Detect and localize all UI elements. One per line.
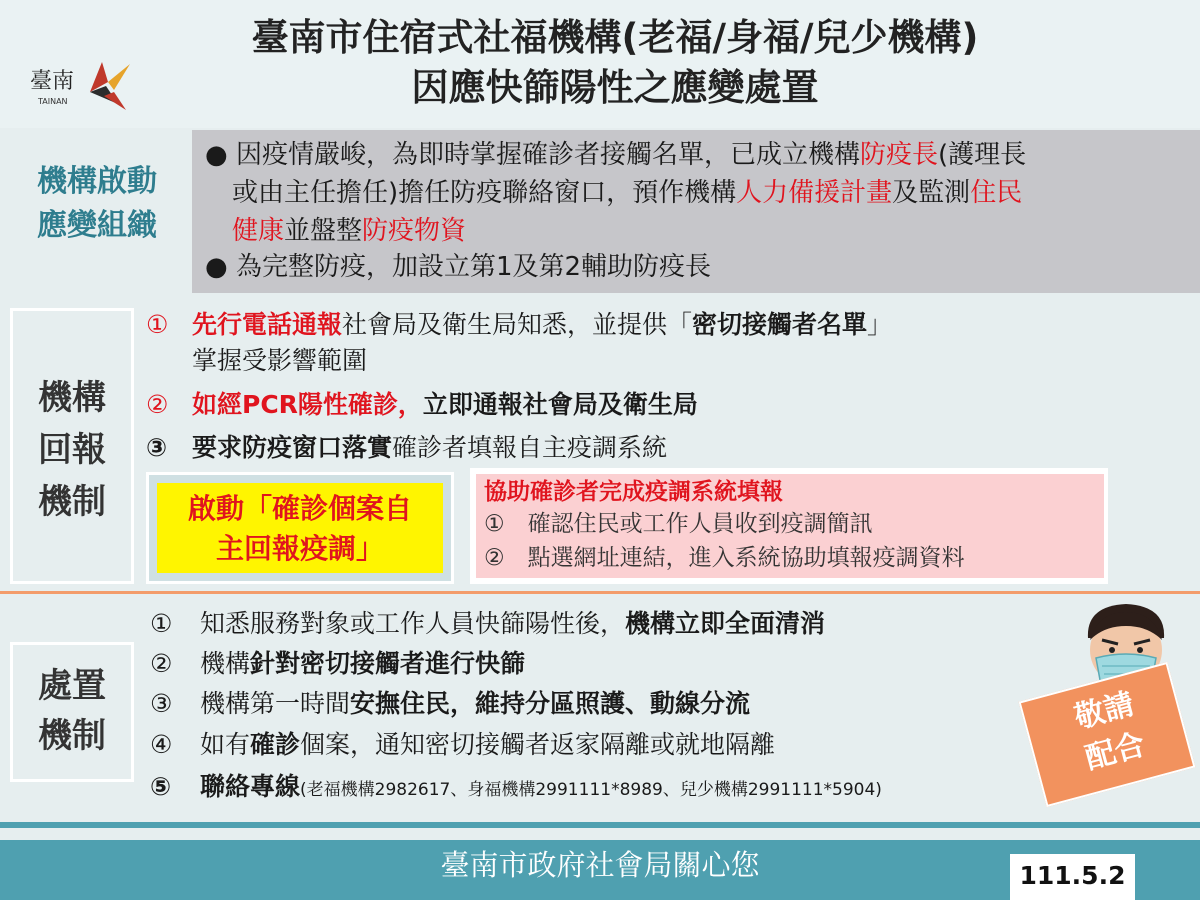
survey-assist-item1: ① 確認住民或工作人員收到疫調簡訊 xyxy=(484,511,873,537)
bullet-icon: ● xyxy=(205,252,228,282)
section1-bullet2: ● 為完整防疫，加設立第1及第2輔助防疫長 xyxy=(205,252,712,282)
section2-item1: ① 先行電話通報社會局及衛生局知悉，並提供「密切接觸者名單」 xyxy=(146,310,893,339)
self-report-text: 啟動「確診個案自 主回報疫調」 xyxy=(187,492,412,565)
footer-text: 臺南市政府社會局關心您 xyxy=(440,848,760,882)
section1-label-line1: 機構啟動 xyxy=(37,164,157,199)
section1-bullet1-line3: 健康並盤整防疫物資 xyxy=(232,216,467,246)
page-title-line1: 臺南市住宿式社福機構(老福/身福/兒少機構) xyxy=(251,16,979,59)
section3-item2: ② 機構針對密切接觸者進行快篩 xyxy=(150,649,526,678)
section1-label-line2: 應變組織 xyxy=(37,208,157,243)
section3-item4: ④ 如有確診個案，通知密切接觸者返家隔離或就地隔離 xyxy=(150,730,776,759)
survey-assist-item2: ② 點選網址連結，進入系統協助填報疫調資料 xyxy=(484,545,965,571)
section3-item5: ⑤ 聯絡專線(老福機構2982617、身福機構2991111*8989、兒少機構2991111*5904) xyxy=(150,772,882,801)
section2-label: 機構 回報 機制 xyxy=(38,378,106,522)
bullet-icon: ● xyxy=(205,140,228,170)
cooperation-badge-text: 敬請 配合 xyxy=(1070,686,1149,777)
section1-bullet1-line1: ● 因疫情嚴峻，為即時掌握確診者接觸名單，已成立機構防疫長(護理長 xyxy=(205,140,1027,170)
section-divider xyxy=(0,591,1200,594)
section3-item3: ③ 機構第一時間安撫住民，維持分區照護、動線分流 xyxy=(150,689,751,718)
section1-label xyxy=(12,160,182,248)
survey-assist-title: 協助確診者完成疫調系統填報 xyxy=(484,479,783,505)
section3-label: 處置 機制 xyxy=(38,666,106,756)
date-label: 111.5.2 xyxy=(1019,861,1126,890)
page-title-line2: 因應快篩陽性之應變處置 xyxy=(411,66,819,109)
logo-text: 臺南 xyxy=(30,69,75,94)
section3-item1: ① 知悉服務對象或工作人員快篩陽性後，機構立即全面清消 xyxy=(150,609,826,638)
section1-bullet1-line2: 或由主任擔任)擔任防疫聯絡窗口，預作機構人力備援計畫及監測住民 xyxy=(232,178,1023,208)
section2-item3: ③ 要求防疫窗口落實確診者填報自主疫調系統 xyxy=(146,433,668,462)
logo-subtext: TAINAN xyxy=(38,97,68,106)
section2-item2: ② 如經PCR陽性確診，立即通報社會局及衛生局 xyxy=(146,390,698,419)
footer-stripe xyxy=(0,822,1200,828)
section2-item1-line2: 掌握受影響範圍 xyxy=(192,346,368,375)
tainan-logo-icon xyxy=(30,52,140,112)
